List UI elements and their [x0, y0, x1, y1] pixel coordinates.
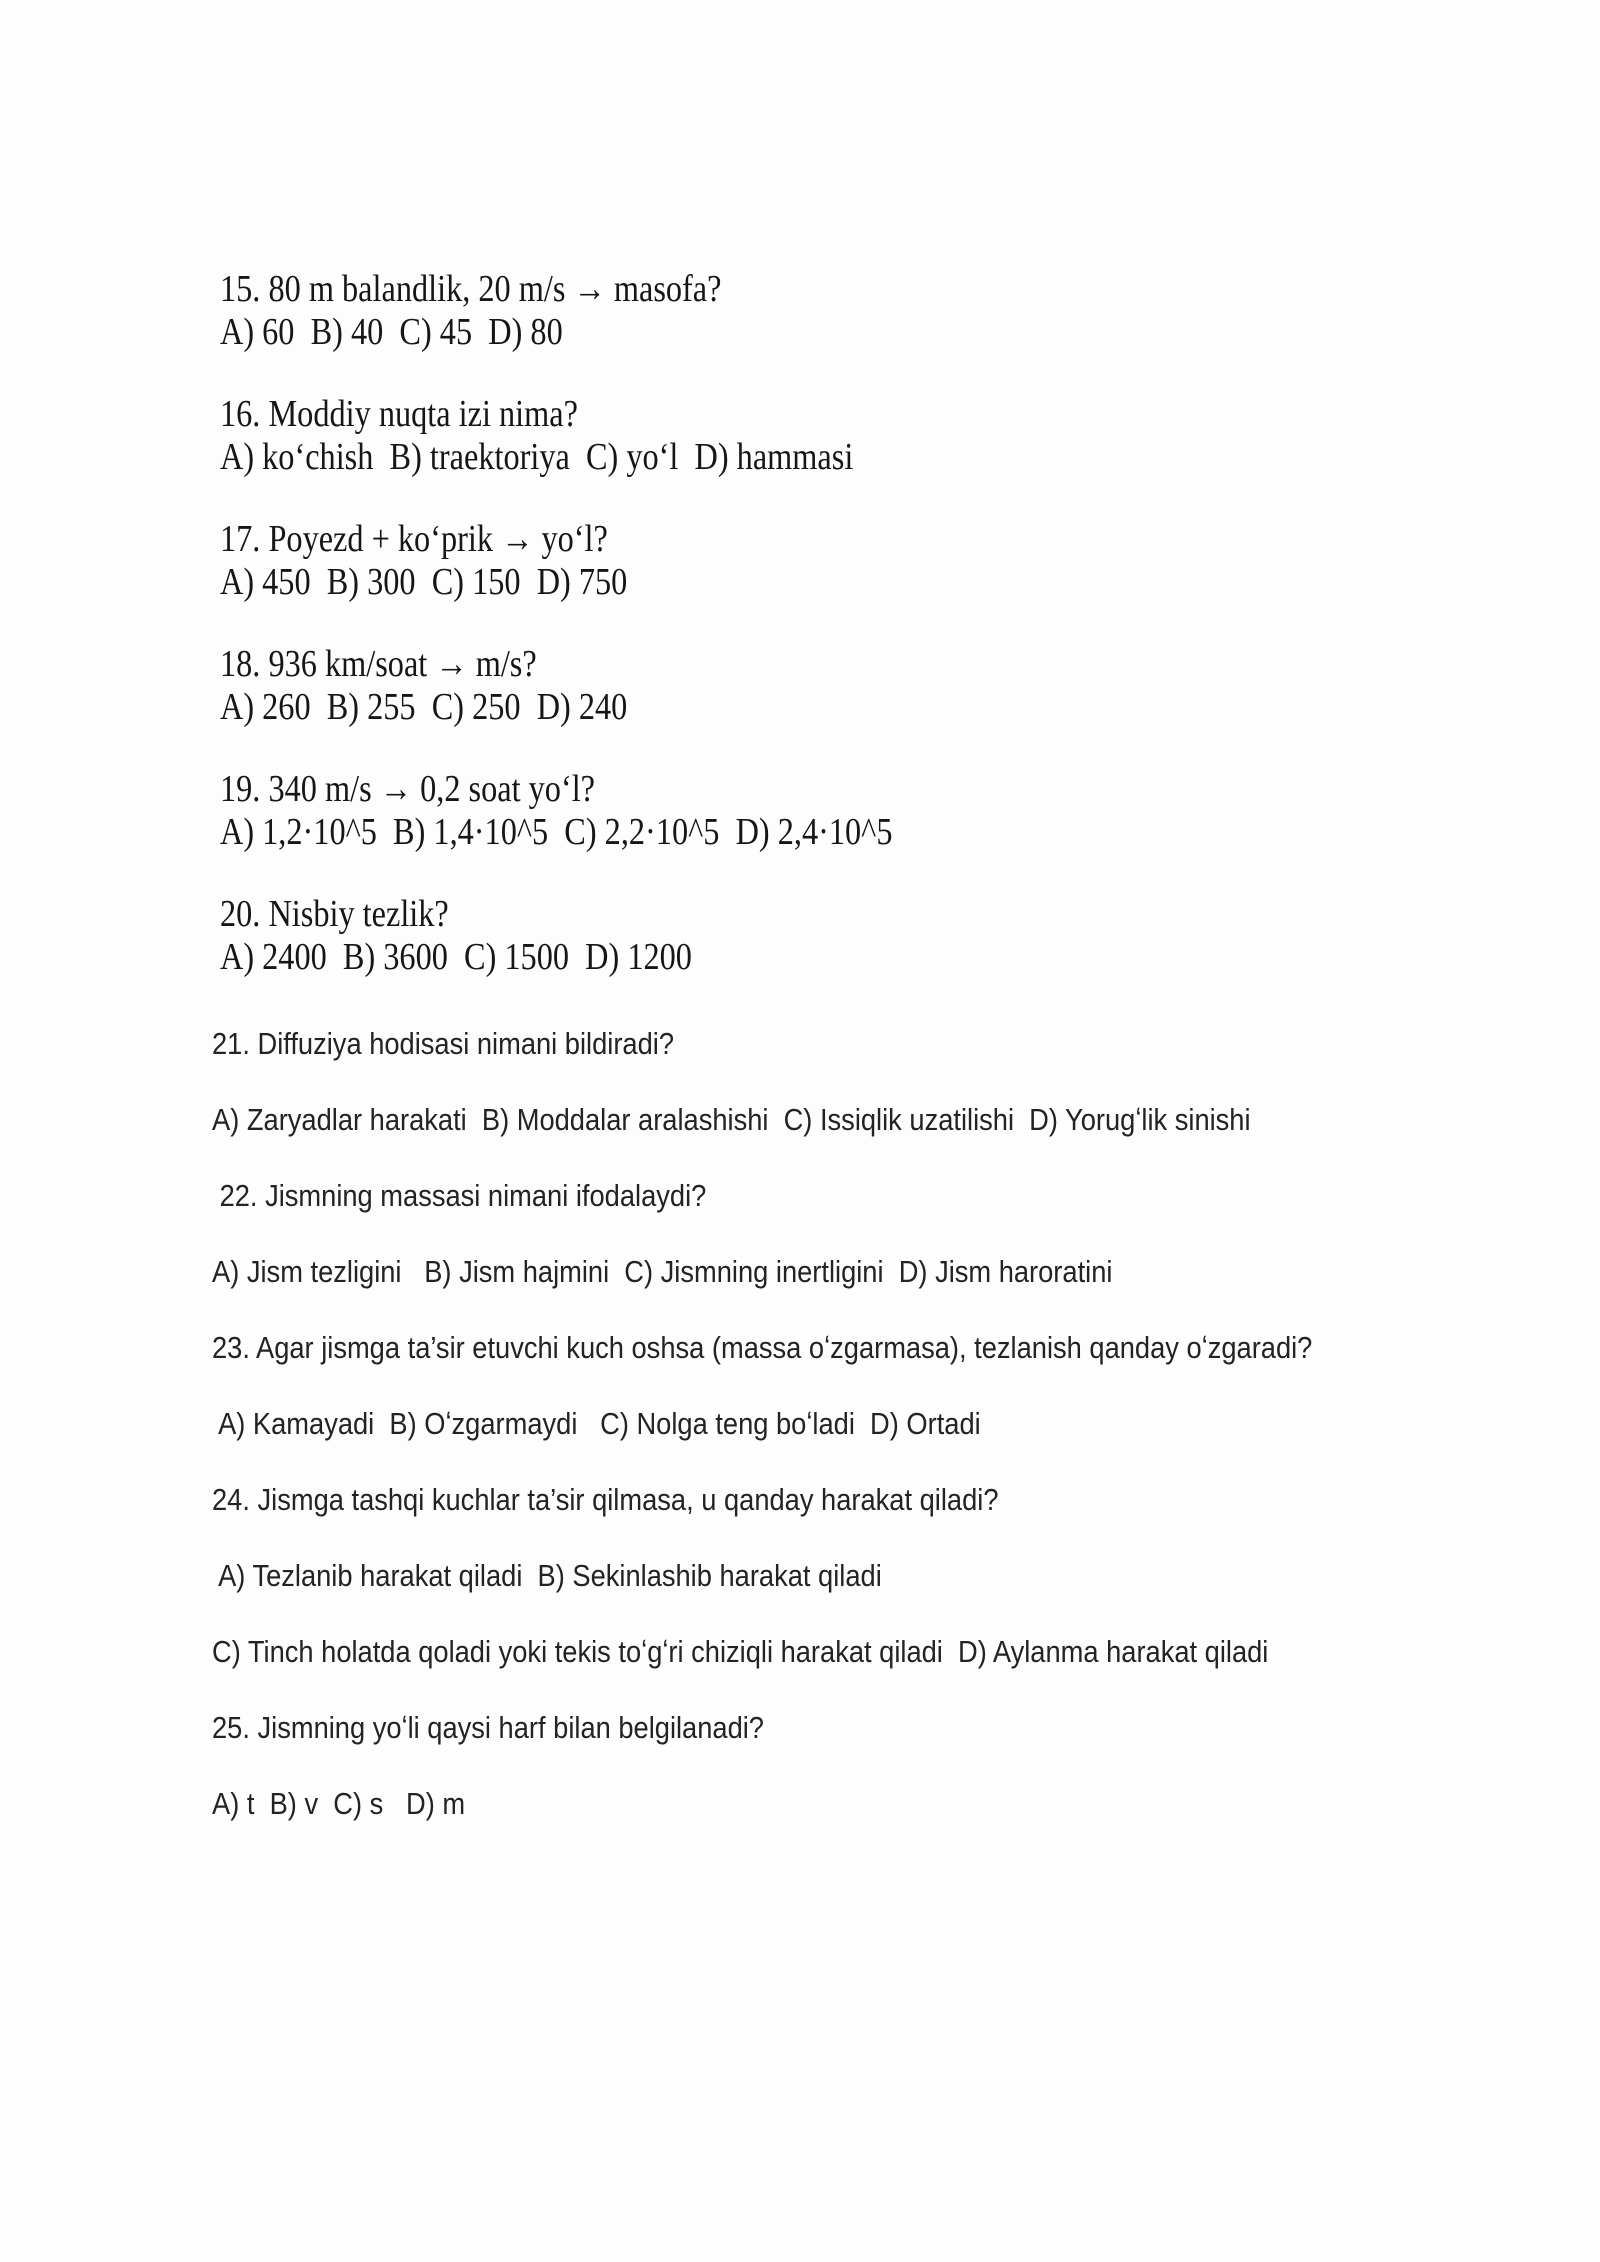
text-line: C) Tinch holatda qoladi yoki tekis toʻgʻri chiziqli harakat qiladi D) Aylanma harakat qiladi	[212, 1634, 1269, 1669]
question-text: 15. 80 m balandlik, 20 m/s → masofa?	[220, 268, 722, 310]
answer-options: A) 1,2·10^5 B) 1,4·10^5 C) 2,2·10^5 D) 2,4·10^5	[220, 811, 893, 853]
text-line: 21. Diffuziya hodisasi nimani bildiradi?	[212, 1026, 674, 1061]
text-line: A) Jism tezligini B) Jism hajmini C) Jismning inertligini D) Jism haroratini	[212, 1254, 1113, 1289]
answer-options: A) 260 B) 255 C) 250 D) 240	[220, 686, 628, 728]
question-text: 19. 340 m/s → 0,2 soat yoʻl?	[220, 768, 596, 810]
question-block	[220, 643, 1011, 729]
question-text: 20. Nisbiy tezlik?	[220, 893, 449, 935]
answer-options: A) 60 B) 40 C) 45 D) 80	[220, 311, 563, 353]
text-line: 25. Jismning yoʻli qaysi harf bilan belgilanadi?	[212, 1710, 764, 1745]
answer-options: A) 450 B) 300 C) 150 D) 750	[220, 561, 628, 603]
questions-21-25-section	[212, 1022, 1462, 1858]
question-block	[220, 393, 1011, 479]
text-line: A) Kamayadi B) Oʻzgarmaydi C) Nolga teng boʻladi D) Ortadi	[212, 1406, 981, 1441]
answer-options: A) koʻchish B) traektoriya C) yoʻl D) hammasi	[220, 436, 854, 478]
question-block	[220, 268, 1011, 354]
question-text: 16. Moddiy nuqta izi nima?	[220, 393, 578, 435]
question-block	[220, 768, 1011, 854]
question-text: 17. Poyezd + koʻprik → yoʻl?	[220, 518, 608, 560]
text-line: A) t B) v C) s D) m	[212, 1786, 466, 1821]
answer-options: A) 2400 B) 3600 C) 1500 D) 1200	[220, 936, 692, 978]
text-line: 23. Agar jismga ta’sir etuvchi kuch oshsa (massa oʻzgarmasa), tezlanish qanday oʻzgaradi?	[212, 1330, 1313, 1365]
question-block	[220, 893, 1011, 979]
questions-15-20-section	[220, 268, 1011, 1018]
text-line: A) Zaryadlar harakati B) Moddalar aralashishi C) Issiqlik uzatilishi D) Yorugʻlik sinishi	[212, 1102, 1251, 1137]
text-line: 22. Jismning massasi nimani ifodalaydi?	[212, 1178, 707, 1213]
text-line: A) Tezlanib harakat qiladi B) Sekinlashib harakat qiladi	[212, 1558, 882, 1593]
text-line: 24. Jismga tashqi kuchlar ta’sir qilmasa, u qanday harakat qiladi?	[212, 1482, 999, 1517]
question-block	[220, 518, 1011, 604]
question-text: 18. 936 km/soat → m/s?	[220, 643, 537, 685]
